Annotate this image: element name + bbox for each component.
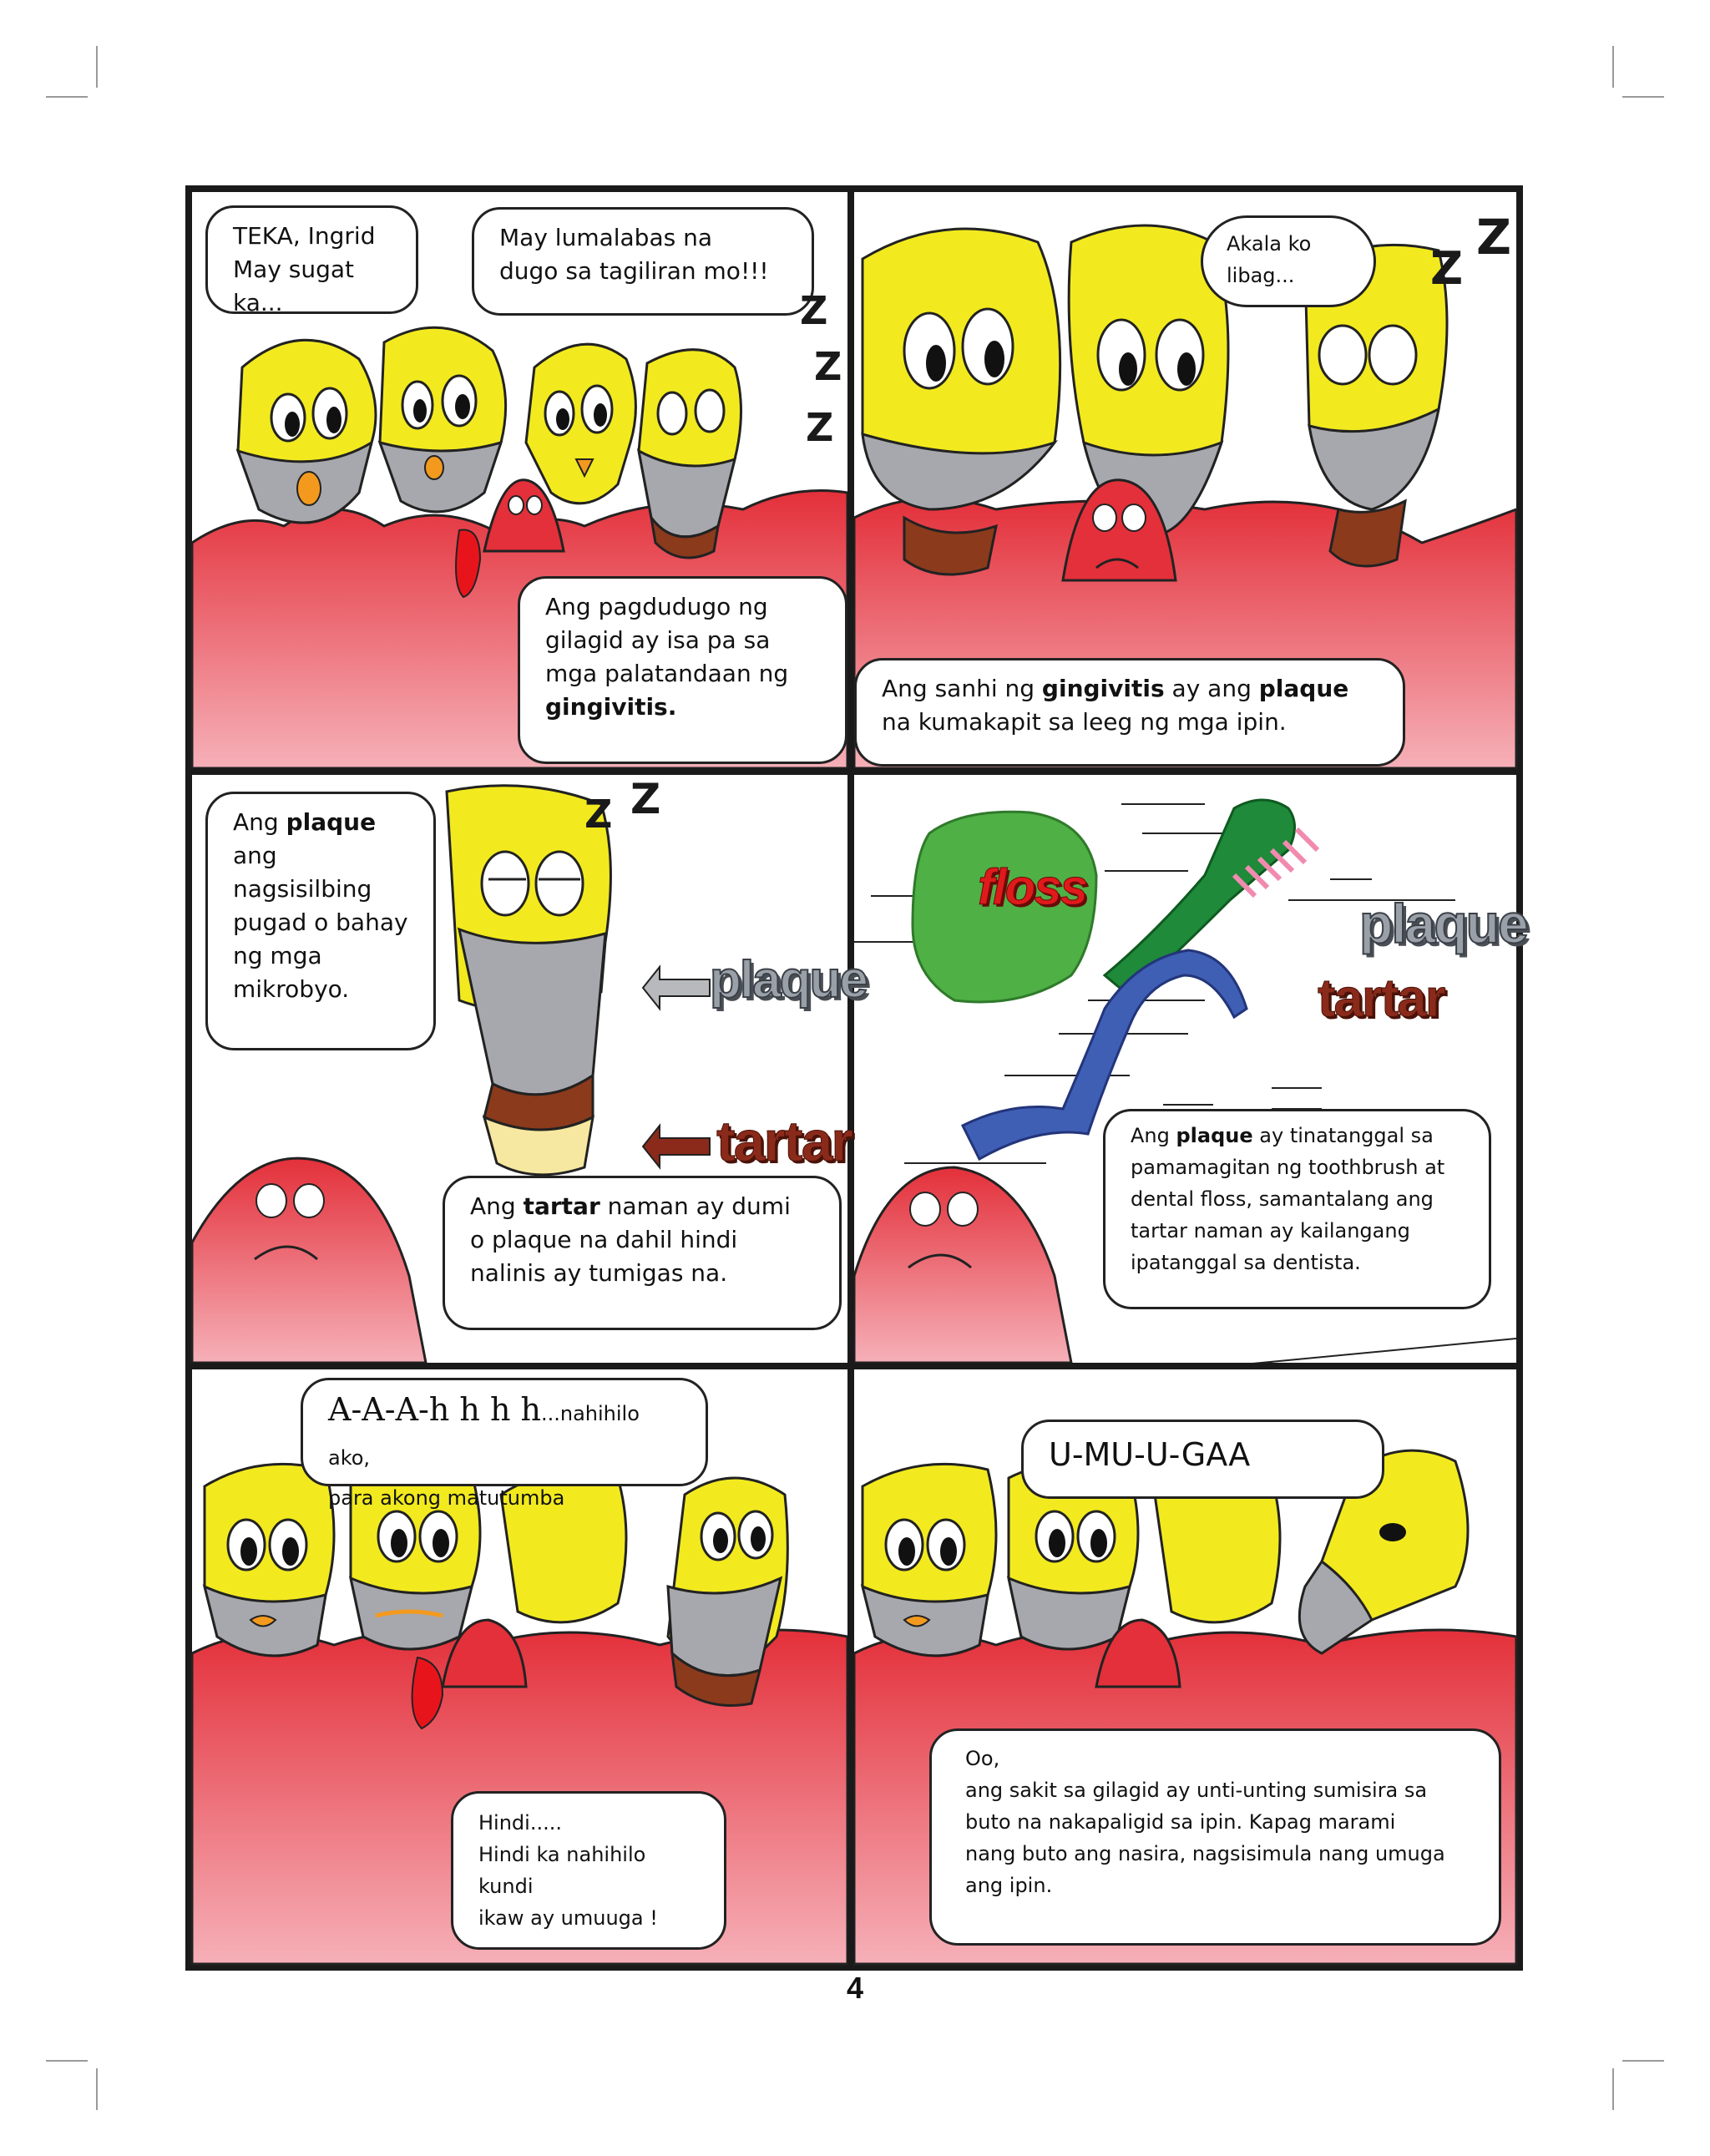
- bubble-line: nagsisilbing: [233, 875, 372, 903]
- panel-divider: [847, 192, 854, 1964]
- tartar-label: tartar: [1318, 968, 1444, 1028]
- bubble-line: TEKA, Ingrid: [233, 222, 376, 250]
- snore-z: Z: [584, 792, 613, 837]
- speech-bubble: [205, 205, 418, 314]
- bubble-line: mga palatandaan ng: [545, 660, 789, 687]
- bubble-line: Hindi ka nahihilo kundi: [478, 1843, 646, 1898]
- bubble-line: pamamagitan ng toothbrush at: [1131, 1156, 1445, 1179]
- bubble-line: ikaw ay umuuga !: [478, 1906, 658, 1930]
- bubble-line: [1131, 1120, 1464, 1151]
- bold-term: plaque: [1176, 1124, 1253, 1147]
- text: Ang: [1131, 1124, 1176, 1147]
- bubble-line: gilagid ay isa pa sa: [545, 626, 771, 654]
- bubble-line: para akong matutumba: [328, 1486, 565, 1510]
- bubble-line: U-MU-U-GAA: [1049, 1436, 1251, 1473]
- panel-4: [854, 775, 1527, 1363]
- bubble-line: dugo sa tagiliran mo!!!: [499, 257, 769, 285]
- bubble-line: mikrobyo.: [233, 975, 350, 1003]
- bubble-line-bold: gingivitis.: [545, 693, 677, 721]
- bubble-line: Hindi.....: [478, 1811, 562, 1835]
- page-number: 4: [846, 1971, 864, 2005]
- speech-bubble: [443, 1176, 842, 1330]
- crop-mark: [46, 2060, 88, 2062]
- text: ...nahihilo ako,: [328, 1402, 640, 1470]
- panel-6: [854, 1369, 1516, 1964]
- bubble-line: pugad o bahay: [233, 908, 408, 936]
- speech-bubble: [1103, 1109, 1491, 1309]
- bubble-line: ang sakit sa gilagid ay unti-unting sumisira sa: [965, 1779, 1428, 1802]
- floss-label: floss: [978, 859, 1087, 915]
- text: Ang: [470, 1192, 524, 1220]
- tartar-label: tartar: [716, 1110, 852, 1173]
- bubble-line: libag...: [1227, 264, 1295, 287]
- bold-term: plaque: [286, 808, 377, 836]
- text: ay ang: [1164, 675, 1259, 702]
- bubble-line: Akala ko: [1227, 232, 1312, 256]
- crop-mark: [1612, 2068, 1614, 2110]
- snore-z: Z: [1430, 242, 1464, 295]
- speech-bubble: [205, 792, 436, 1050]
- snore-z: Z: [806, 405, 834, 450]
- bubble-line: o plaque na dahil hindi: [470, 1226, 738, 1253]
- bubble-line: dental floss, samantalang ang: [1131, 1187, 1434, 1211]
- bubble-line: May lumalabas na: [499, 224, 713, 251]
- bubble-line: nalinis ay tumigas na.: [470, 1259, 728, 1287]
- text: Ang: [233, 808, 286, 836]
- panel-2: [854, 192, 1516, 768]
- bubble-line: Oo,: [965, 1747, 1000, 1770]
- bold-term: plaque: [1258, 675, 1349, 702]
- bubble-line: [233, 806, 408, 839]
- speech-bubble: [472, 207, 814, 316]
- snore-z: Z: [814, 344, 842, 389]
- bubble-line: Ang pagdudugo ng: [545, 593, 768, 620]
- bubble-line: tartar naman ay kailangang: [1131, 1219, 1410, 1242]
- crop-mark: [96, 2068, 98, 2110]
- text: ay tinatanggal sa: [1252, 1124, 1434, 1147]
- bubble-line: [470, 1190, 814, 1223]
- speech-bubble: [451, 1791, 726, 1950]
- thought-bubble: [1201, 215, 1376, 307]
- bubble-line: ng mga: [233, 942, 322, 969]
- crop-mark: [1622, 96, 1664, 98]
- text: Ang sanhi ng: [882, 675, 1042, 702]
- plaque-label: plaque: [1359, 893, 1527, 954]
- crop-mark: [96, 46, 98, 88]
- panel-divider: [192, 1363, 1516, 1369]
- speech-bubble: [929, 1728, 1501, 1946]
- panel-divider: [192, 768, 1516, 775]
- bubble-line: ang ipin.: [965, 1874, 1053, 1897]
- comic-page: [185, 185, 1527, 1971]
- bubble-line: ipatanggal sa dentista.: [1131, 1251, 1361, 1274]
- bubble-line: na kumakapit sa leeg ng mga ipin.: [882, 708, 1287, 736]
- snore-z: Z: [1476, 209, 1512, 266]
- bold-term: tartar: [523, 1192, 600, 1220]
- panel-1: [192, 192, 847, 768]
- crop-mark: [1612, 46, 1614, 88]
- speech-bubble: [301, 1378, 708, 1510]
- bubble-line: ang: [233, 842, 277, 869]
- crop-mark: [46, 96, 88, 98]
- panel-5: [192, 1369, 847, 1964]
- plaque-label: plaque: [710, 951, 867, 1009]
- speech-bubble: [854, 658, 1405, 767]
- crop-mark: [1622, 2060, 1664, 2062]
- speech-bubble: [1021, 1420, 1384, 1499]
- bubble-line: [882, 672, 1378, 706]
- snore-z: Z: [630, 775, 661, 823]
- bubble-line: nang buto ang nasira, nagsisimula nang umuga: [965, 1842, 1445, 1865]
- text: naman ay dumi: [600, 1192, 791, 1220]
- snore-z: Z: [800, 288, 828, 333]
- bubble-line: May sugat ka...: [233, 256, 355, 316]
- bubble-line: buto na nakapaligid sa ipin. Kapag marami: [965, 1810, 1396, 1834]
- stammer-text: A-A-A-h h h h: [328, 1391, 541, 1428]
- speech-bubble: [518, 576, 847, 764]
- bold-term: gingivitis: [1041, 675, 1165, 702]
- panel-3: [192, 775, 867, 1363]
- bubble-line: [328, 1389, 680, 1481]
